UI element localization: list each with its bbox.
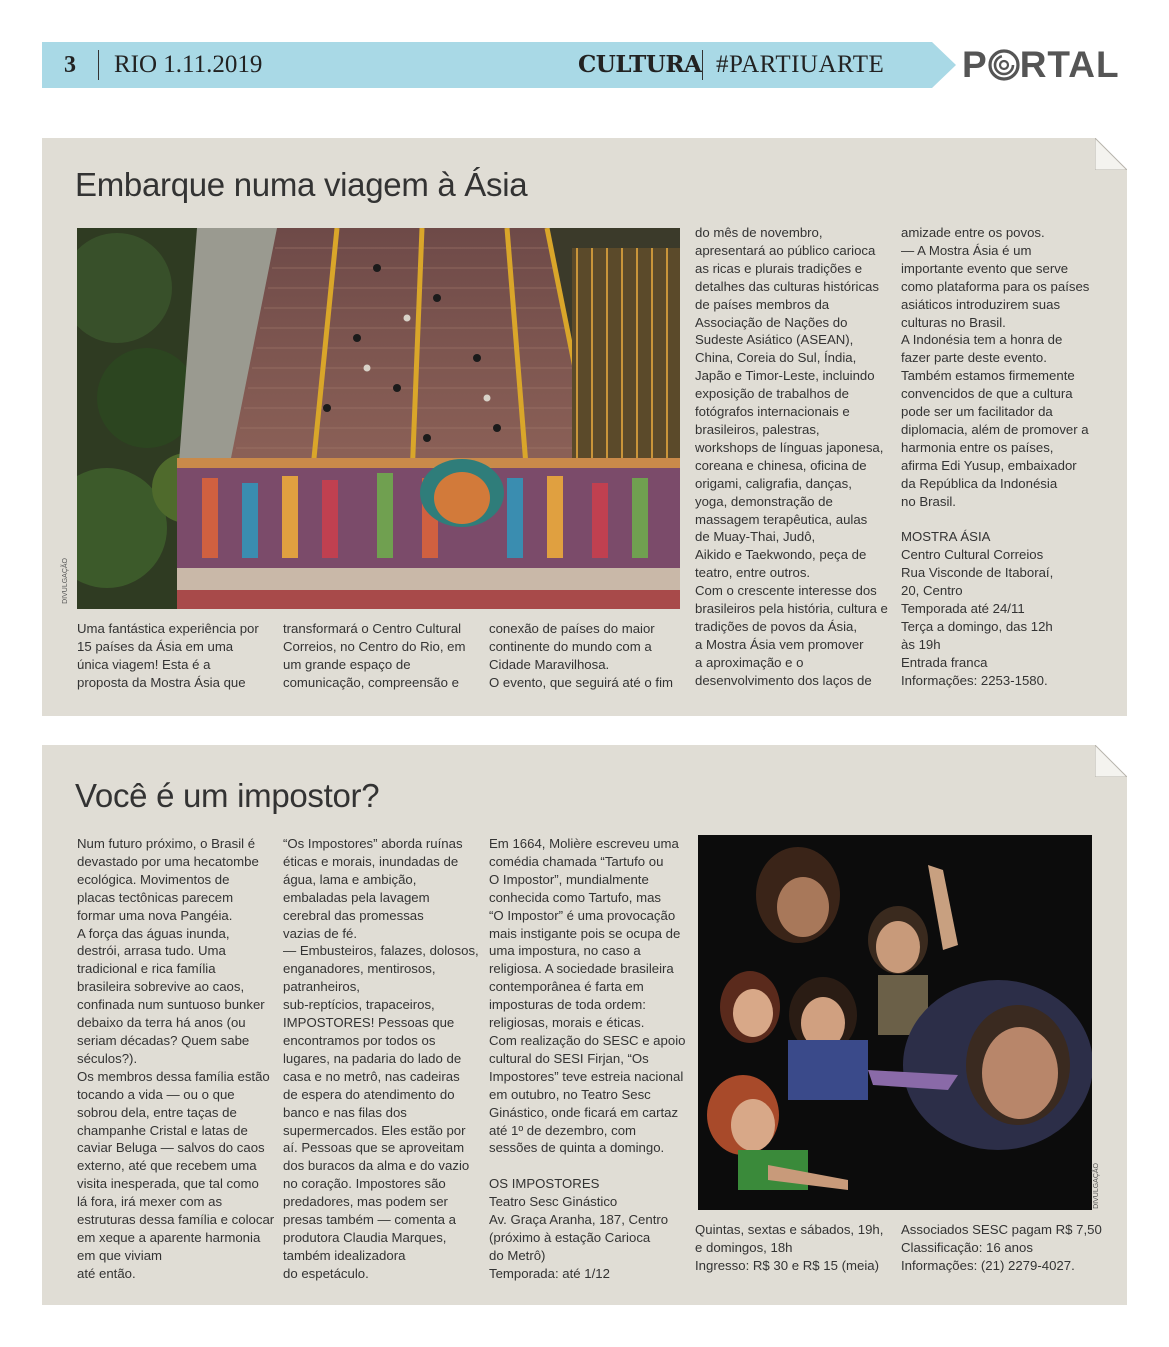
photo-credit: DIVULGAÇÃO (62, 558, 69, 604)
event-info: MOSTRA ÁSIA Centro Cultural Correios Rua Visconde de Itaboraí, 20, Centro Temporada até 24/11 Terça a domingo, das 12h às 19h Entrada franca Informações: 2253-1580. (901, 529, 1054, 688)
article-mostra-asia (42, 138, 1127, 716)
event-info-schedule: Quintas, sextas e sábados, 19h, e domingos, 18h Ingresso: R$ 30 e R$ 15 (meia) (695, 1222, 884, 1273)
portal-logo: P RTAL (962, 44, 1120, 85)
article-column-3: conexão de países do maior continente do mundo com a Cidade Maravilhosa. O evento, que seguirá até o fim (489, 621, 674, 690)
article-column-2: transformará o Centro Cultural Correios, no Centro do Rio, em um grande espaço de comunicação, compreensão e (283, 621, 466, 690)
section-hashtag: #PARTIUARTE (716, 51, 885, 78)
article-column-1: Num futuro próximo, o Brasil é devastado por uma hecatombe ecológica. Movimentos de placas tectônicas parecem formar uma nova Pangéia. A força das águas inunda, destrói, arrasa tudo. Uma tradicional e rica família brasileira sobrevive ao caos, confinada num suntuoso bunker debaixo da terra há anos (ou seriam décadas? Quem sabe séculos?). Os membros dessa família estão tocando a vida — ou o que sobrou dela, entre taças de champanhe Cristal e latas de caviar Beluga — salvos do caos externo, até que recebem uma visita inesperada, que tal como lá fora, irá mexer com as estruturas dessa família e colocar em xeque a aparente harmonia em que viviam até então. (77, 836, 275, 1281)
article-column-1: Uma fantástica experiência por 15 países da Ásia em uma única viagem! Esta é a proposta da Mostra Ásia que (77, 621, 259, 690)
article-impostores (42, 745, 1127, 1305)
edition-date: RIO 1.11.2019 (114, 51, 263, 78)
article-column-3: Em 1664, Molière escreveu uma comédia chamada “Tartufo ou O Impostor”, mundialmente conhecida como Tartufo, mas “O Impostor” é uma provocação mais instigante pois se ocupa de uma impostura, no caso a religiosa. A sociedade brasileira contemporânea é farta em imposturas de toda ordem: religiosas, morais e éticas. Com realização do SESC e apoio cultural do SESI Firjan, “Os Impostores” teve estreia nacional em outubro, no Teatro Sesc Ginástico, onde ficará em cartaz até 1º de dezembro, com sessões de quinta a domingo. OS IMPOSTORES Teatro Sesc Ginástico Av. Graça Aranha, 187, Centro (próximo à estação Carioca do Metrô) Temporada: até 1/12 (489, 835, 689, 1283)
header-divider (98, 50, 99, 80)
photo-credit: DIVULGAÇÃO (1093, 1163, 1100, 1209)
header-arrow (932, 42, 956, 88)
spiral-logo-icon (988, 49, 1020, 81)
header-divider (702, 50, 703, 80)
event-info-pricing: Associados SESC pagam R$ 7,50 Classificação: 16 anos Informações: (21) 2279-4027. (901, 1222, 1102, 1273)
event-info: OS IMPOSTORES Teatro Sesc Ginástico Av. Graça Aranha, 187, Centro (próximo à estação Carioca do Metrô) Temporada: até 1/12 (489, 1176, 669, 1281)
cast-group-photo (698, 835, 1092, 1210)
article-title: Você é um impostor? (75, 777, 380, 814)
article-title: Embarque numa viagem à Ásia (75, 166, 528, 203)
article-column-5: amizade entre os povos. — A Mostra Ásia é um importante evento que serve como plataforma para os países asiáticos introduzirem suas culturas no Brasil. A Indonésia tem a honra de fazer parte deste evento. Também estamos firmemente convencidos de que a cultura pode ser um facilitador da diplomacia, além de promover a harmonia entre os países, afirma Edi Yusup, embaixador da República da Indonésia no Brasil. MOSTRA ÁSIA Centro Cultural Correios Rua Visconde de Itaboraí, 20, Centro Temporada até 24/11 Terça a domingo, das 12h às 19h Entrada franca Informações: 2253-1580. (901, 224, 1106, 690)
article-column-2: “Os Impostores” aborda ruínas éticas e morais, inundadas de água, lama e ambição, embaladas pela lavagem cerebral das promessas vazias de fé. — Embusteiros, falazes, dolosos, enganadores, mentirosos, patranheiros, sub-reptícios, trapaceiros, IMPOSTORES! Pessoas que encontramos por todos os lugares, na padaria do lado de casa e no metrô, nas cadeiras de espera do atendimento do banco e nas filas dos supermercados. Eles estão por aí. Pessoas que se aproveitam dos buracos da alma e do vazio no coração. Impostores são predadores, mas podem ser presas também — comenta a produtora Claudia Marques, também idealizadora do espetáculo. (283, 836, 479, 1281)
article-column-4: do mês de novembro, apresentará ao público carioca as ricas e plurais tradições e detalhes das culturas históricas de países membros da Associação de Nações do Sudeste Asiático (ASEAN), China, Coreia do Sul, Índia, Japão e Timor-Leste, incluindo exposição de trabalhos de fotógrafos internacionais e brasileiros, palestras, workshops de línguas japonesa, coreana e chinesa, oficina de origami, caligrafia, danças, yoga, demonstração de massagem terapêutica, aulas de Muay-Thai, Judô, Aikido e Taekwondo, peça de teatro, entre outros. Com o crescente interesse dos brasileiros pela história, cultura e tradições de povos da Ásia, a Mostra Ásia vem promover a aproximação e o desenvolvimento dos laços de (695, 225, 888, 688)
page-fold-icon (1095, 745, 1127, 777)
section-name: CULTURA (578, 51, 702, 78)
temple-stairs-photo (77, 228, 680, 609)
page-fold-icon (1095, 138, 1127, 170)
page-number: 3 (64, 52, 76, 78)
